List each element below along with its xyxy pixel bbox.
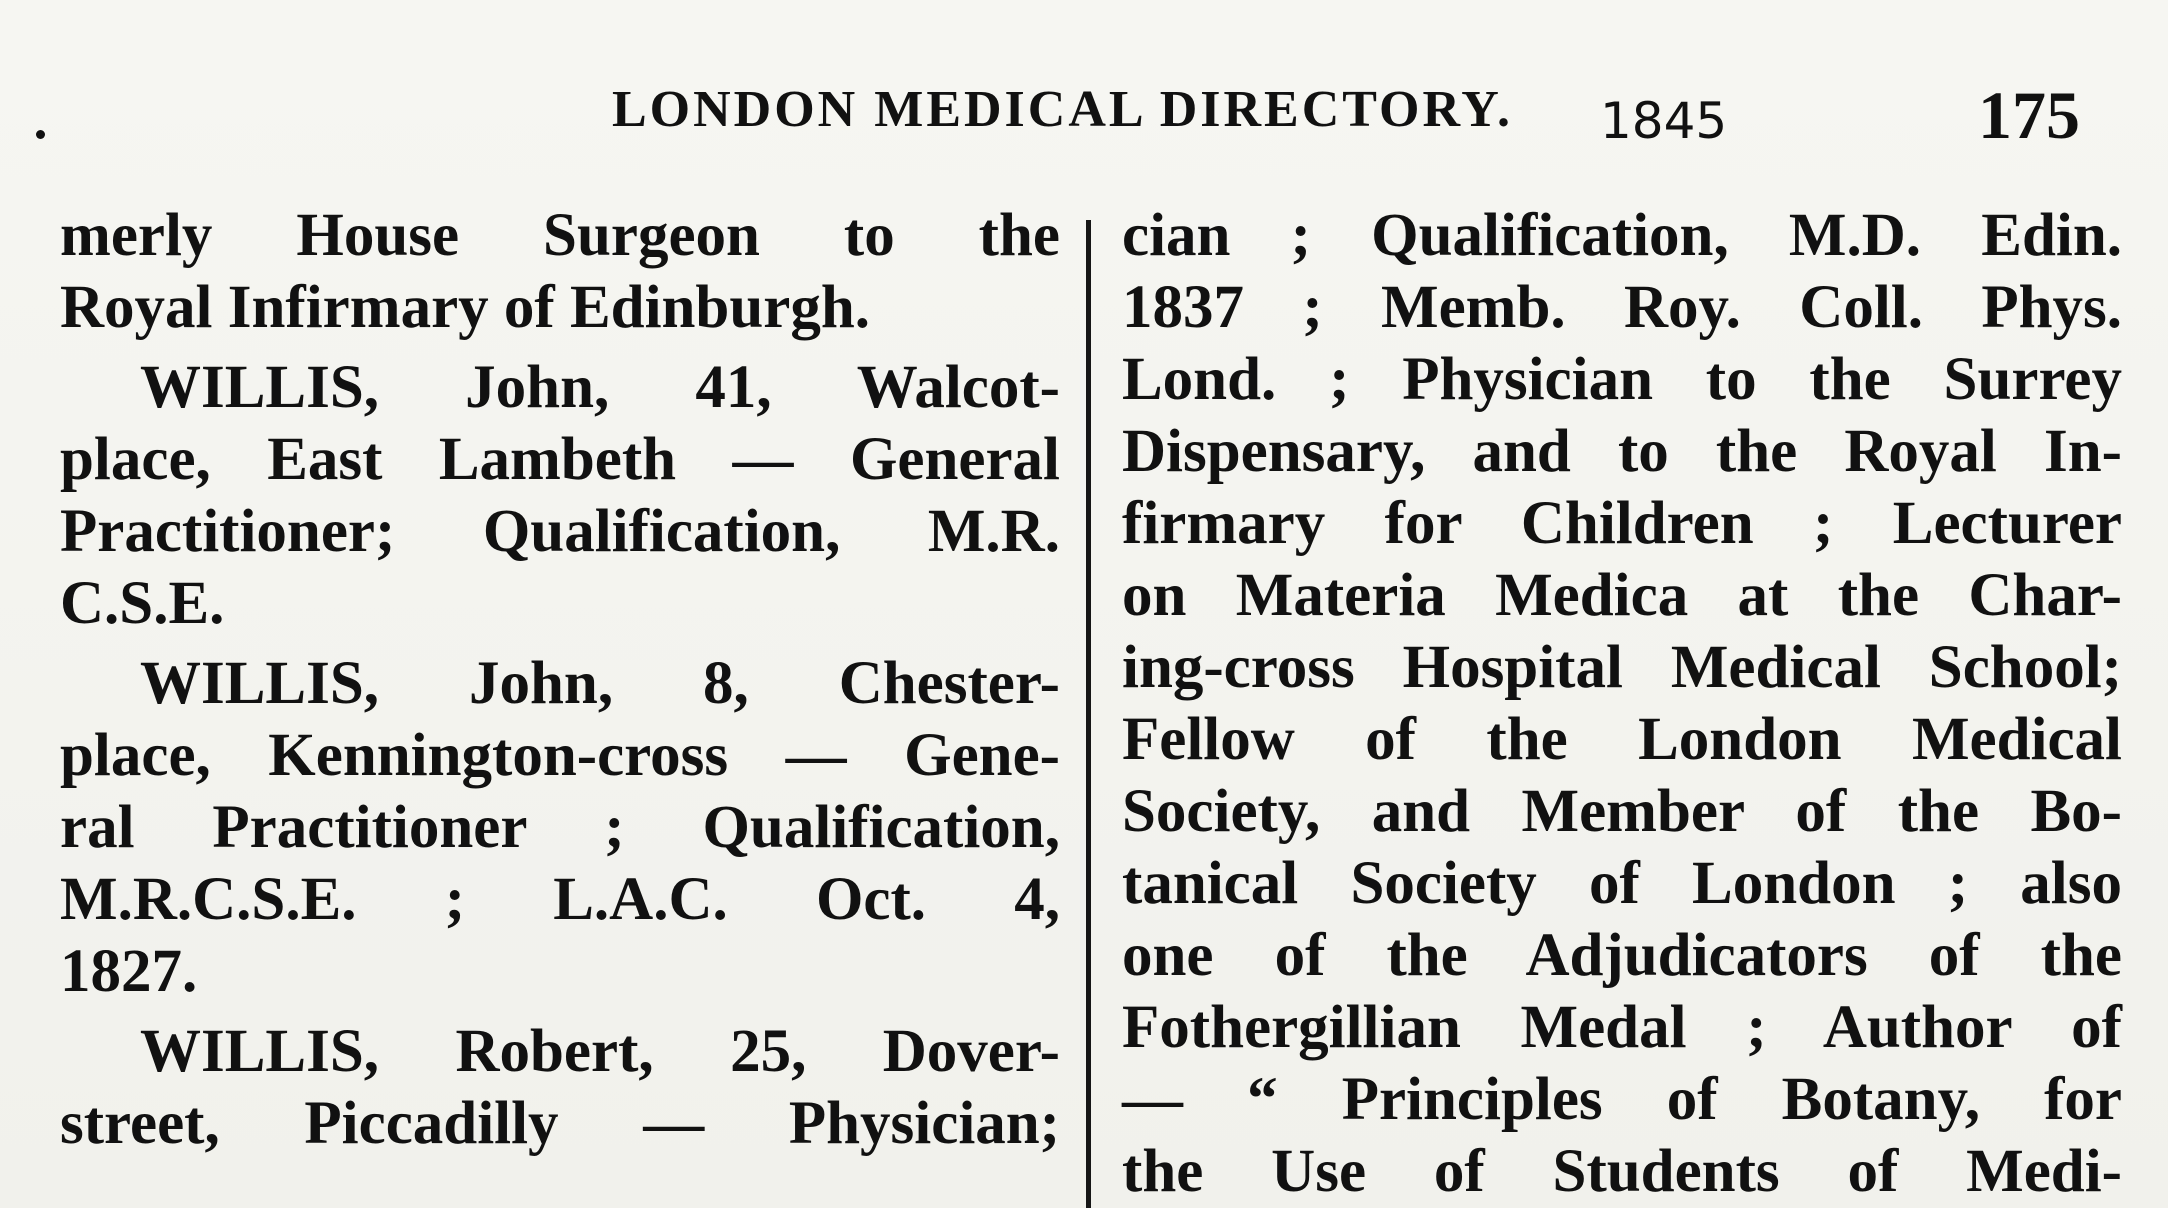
entry-line: WILLIS, Robert, 25, Dover- [140, 1018, 1060, 1085]
text-line: place, Kennington-cross — Gene- [60, 722, 1060, 789]
text-line: Fellow of the London Medical [1122, 706, 2122, 773]
page-number: 175 [1978, 77, 2080, 153]
text-line: the Use of Students of Medi- [1122, 1138, 2122, 1205]
year-annotation: 1845 [1600, 92, 1728, 150]
running-title: LONDON MEDICAL DIRECTORY. [612, 81, 1513, 138]
text-line: one of the Adjudicators of the [1122, 922, 2122, 989]
text-line: Dispensary, and to the Royal In- [1122, 418, 2122, 485]
text-line: cian ; Qualification, M.D. Edin. [1122, 202, 2122, 269]
printed-dot [36, 130, 45, 139]
text-line: Practitioner; Qualification, M.R. [60, 498, 1060, 565]
text-line: ral Practitioner ; Qualification, [60, 794, 1060, 861]
text-line: place, East Lambeth — General [60, 426, 1060, 493]
text-line: ing-cross Hospital Medical School; [1122, 634, 2122, 701]
text-line: C.S.E. [60, 570, 225, 637]
text-line: Fothergillian Medal ; Author of [1122, 994, 2122, 1061]
text-line: Lond. ; Physician to the Surrey [1122, 346, 2122, 413]
text-line: 1827. [60, 938, 198, 1005]
text-line: merly House Surgeon to the [60, 202, 1060, 269]
text-line: — “ Principles of Botany, for [1122, 1066, 2122, 1133]
left-column [60, 200, 1060, 1160]
page-header [0, 72, 2168, 152]
text-line: Society, and Member of the Bo- [1122, 778, 2122, 845]
entry-line: WILLIS, John, 41, Walcot- [140, 354, 1060, 421]
text-line: street, Piccadilly — Physician; [60, 1090, 1060, 1157]
text-line: on Materia Medica at the Char- [1122, 562, 2122, 629]
column-divider [1086, 220, 1091, 1208]
text-line: firmary for Children ; Lecturer [1122, 490, 2122, 557]
right-column [1122, 200, 2122, 1208]
entry-line: WILLIS, John, 8, Chester- [140, 650, 1060, 717]
text-line: 1837 ; Memb. Roy. Coll. Phys. [1122, 274, 2122, 341]
text-line: M.R.C.S.E. ; L.A.C. Oct. 4, [60, 866, 1060, 933]
text-line: tanical Society of London ; also [1122, 850, 2122, 917]
text-line: Royal Infirmary of Edinburgh. [60, 274, 871, 341]
